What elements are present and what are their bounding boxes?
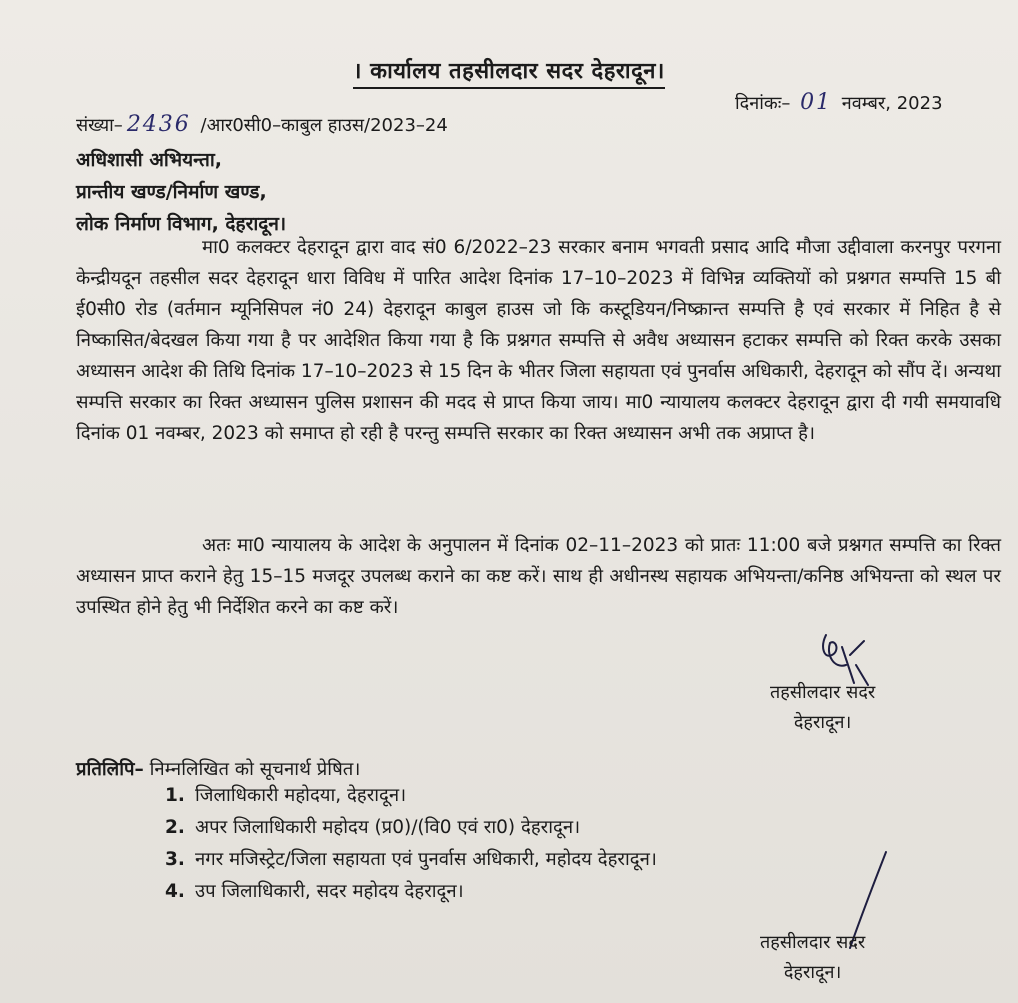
signatory-designation: तहसीलदार सदर — [770, 682, 876, 703]
signatory-place: देहरादून। — [783, 962, 842, 983]
reference-suffix: /आर0सी0–काबुल हाउस/2023–24 — [194, 115, 448, 136]
addressee-line-1: अधिशासी अभियन्ता, — [76, 149, 222, 171]
reference-number — [76, 112, 448, 137]
list-item-number: 3. — [165, 849, 185, 870]
list-item — [165, 844, 657, 876]
list-item-text: नगर मजिस्ट्रेट/जिला सहायता एवं पुनर्वास अधिकारी, महोदय देहरादून। — [195, 849, 657, 870]
date-label: दिनांकः– — [735, 93, 797, 114]
reference-prefix: संख्या– — [76, 115, 123, 136]
body-paragraph-1: मा0 कलक्टर देहरादून द्वारा वाद सं0 6/2022–23 सरकार बनाम भगवती प्रसाद आदि मौजा उद्दीवाला करनपुर परगना केन्द्रीयदून तहसील सदर देहरादून धारा विविध में पारित आदेश दिनांक 17–10–2023 में विभिन्न व्यक्तियों को प्रश्नगत सम्पत्ति 15 बी ई0सी0 रोड (वर्तमान म्यूनिसिपल नं0 24) देहरादून काबुल हाउस जो कि कस्टूडियन/निष्क्रान्त सम्पत्ति है एवं सरकार में निहित है से निष्कासित/बेदखल किया गया है पर आदेशित किया गया है कि प्रश्नगत सम्पत्ति से अवैध अध्यासन हटाकर सम्पत्ति को रिक्त करके उसका अध्यासन आदेश की तिथि दिनांक 17–10–2023 से 15 दिन के भीतर जिला सहायता एवं पुनर्वास अधिकारी, देहरादून को सौंप दें। अन्यथा सम्पत्ति सरकार का रिक्त अध्यासन पुलिस प्रशासन की मदद से प्राप्त किया जाय। मा0 न्यायालय कलक्टर देहरादून द्वारा दी गयी समयावधि दिनांक 01 नवम्बर, 2023 को समाप्त हो रही है परन्तु सम्पत्ति सरकार का रिक्त अध्यासन अभी तक अप्राप्त है। — [76, 237, 1001, 444]
list-item — [165, 876, 657, 908]
signature-block-2 — [760, 928, 865, 988]
list-item-text: जिलाधिकारी महोदया, देहरादून। — [195, 785, 407, 806]
list-item — [165, 812, 657, 844]
list-item-number: 1. — [165, 785, 185, 806]
list-item-number: 2. — [165, 817, 185, 838]
signature-block-1 — [770, 678, 875, 738]
office-header — [0, 55, 1018, 85]
body-paragraph-2: अतः मा0 न्यायालय के आदेश के अनुपालन में दिनांक 02–11–2023 को प्रातः 11:00 बजे प्रश्नगत सम्पत्ति का रिक्त अध्यासन प्राप्त कराने हेतु 15–15 मजदूर उपलब्ध कराने का कष्ट करें। साथ ही अधीनस्थ सहायक अभियन्ता/कनिष्ठ अभियन्ता को स्थल पर उपस्थित होने हेतु भी निर्देशित करने का कष्ट करें। — [76, 535, 1001, 618]
signatory-designation: तहसीलदार सदर — [760, 932, 866, 953]
addressee-line-2: प्रान्तीय खण्ड/निर्माण खण्ड, — [76, 181, 267, 203]
copy-list — [165, 780, 657, 908]
addressee-line-3: लोक निर्माण विभाग, देहरादून। — [76, 213, 287, 235]
list-item-number: 4. — [165, 881, 185, 902]
list-item-text: अपर जिलाधिकारी महोदय (प्र0)/(वि0 एवं रा0) देहरादून। — [195, 817, 581, 838]
letter-date — [735, 90, 943, 115]
copy-heading — [76, 756, 360, 781]
handwritten-reference-number: 2436 — [126, 112, 191, 137]
list-item — [165, 780, 657, 812]
date-month-year: नवम्बर, 2023 — [836, 93, 943, 114]
list-item-text: उप जिलाधिकारी, सदर महोदय देहरादून। — [195, 881, 464, 902]
signatory-place: देहरादून। — [793, 712, 852, 733]
copy-heading-label: प्रतिलिपि– — [76, 759, 144, 780]
handwritten-date-day: 01 — [800, 90, 833, 115]
copy-heading-text: निम्नलिखित को सूचनार्थ प्रेषित। — [143, 759, 361, 780]
office-title: । कार्यालय तहसीलदार सदर देहरादून। — [353, 59, 665, 89]
